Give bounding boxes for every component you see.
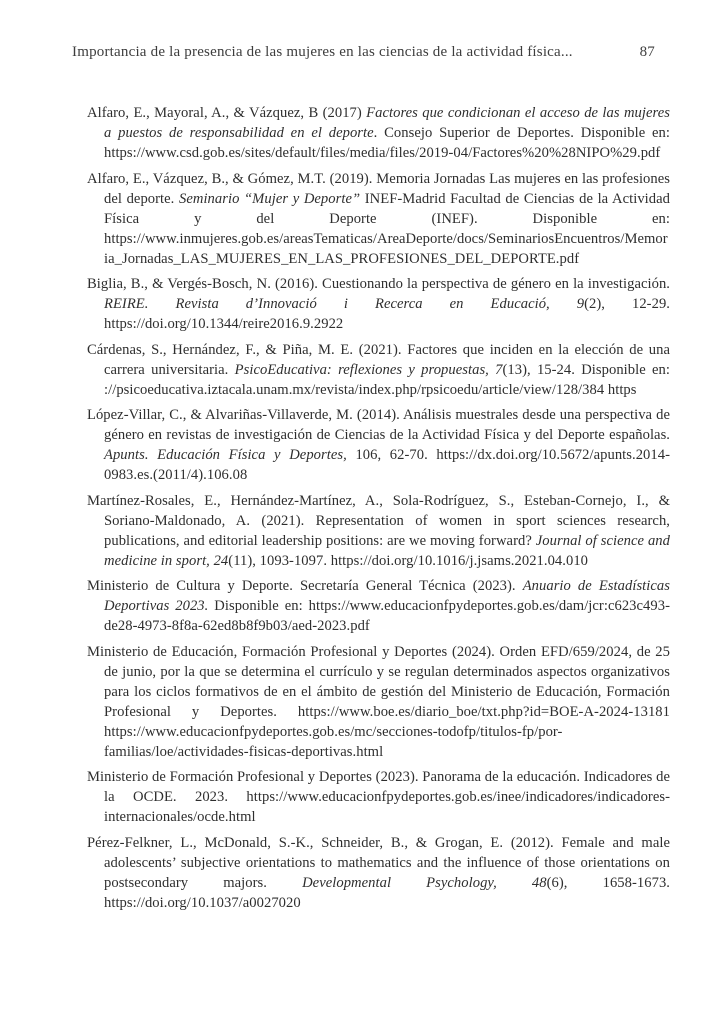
- reference-7: Ministerio de Cultura y Deporte. Secretaría General Técnica (2023). Anuario de Estadísticas Deportivas 2023. Disponible en: https://www.educacionfpydeportes.gob.es/dam/jcr:c623c493-de28-4973-8f8a-62ed8b8f9b03/aed-2023.pdf: [87, 578, 670, 634]
- page-number: 87: [639, 44, 655, 60]
- running-header: [72, 44, 655, 61]
- running-title: Importancia de la presencia de las mujeres en las ciencias de la actividad física...: [72, 44, 573, 60]
- reference-10: Pérez-Felkner, L., McDonald, S.-K., Schneider, B., & Grogan, E. (2012). Female and male adolescents’ subjective orientations to mathematics and the influence of those orientations on postsecondary majors. Developmental Psychology, 48(6), 1658-1673. https://doi.org/10.1037/a0027020: [87, 834, 670, 911]
- reference-6: Martínez-Rosales, E., Hernández-Martínez, A., Sola-Rodríguez, S., Esteban-Cornejo, I., & Soriano-Maldonado, A. (2021). Representation of women in sport sciences research, publications, and editorial leadership positions: are we moving forward? Journal of science and medicine in sport, 24(11), 1093-1097. https://doi.org/10.1016/j.jsams.2021.04.010: [87, 492, 670, 569]
- references-list: [87, 103, 670, 913]
- reference-8: Ministerio de Educación, Formación Profesional y Deportes (2024). Orden EFD/659/2024, de 25 de junio, por la que se determina el currículo y se regulan determinados aspectos organizativos para los ciclos formativos de en el ámbito de gestión del Ministerio de Educación, Formación Profesional y Deportes. https://www.boe.es/diario_boe/txt.php?id=BOE-A-2024-13181 https://www.educacionfpydeportes.gob.es/mc/secciones-todofp/titulos-fp/por-familias/loe/actividades-fisicas-deportivas.html: [87, 643, 670, 760]
- reference-5: López-Villar, C., & Alvariñas-Villaverde, M. (2014). Análisis muestrales desde una perspectiva de género en revistas de investigación de Ciencias de la Actividad Física y del Deporte españolas. Apunts. Educación Física y Deportes, 106, 62-70. https://dx.doi.org/10.5672/apunts.2014-0983.es.(2011/4).106.08: [87, 407, 670, 483]
- reference-2: Alfaro, E., Vázquez, B., & Gómez, M.T. (2019). Memoria Jornadas Las mujeres en las profesiones del deporte. Seminario “Mujer y Deporte” INEF-Madrid Facultad de Ciencias de la Actividad Física y del Deporte (INEF). Disponible en: https://www.inmujeres.gob.es/areasTematicas/AreaDeporte/docs/SeminariosEncuentros/Memoria_Jornadas_LAS_MUJERES_EN_LAS_PROFESIONES_DEL_DEPORTE.pdf: [87, 170, 670, 267]
- reference-3: Biglia, B., & Vergés-Bosch, N. (2016). Cuestionando la perspectiva de género en la investigación. REIRE. Revista d’Innovació i Recerca en Educació, 9(2), 12-29. https://doi.org/10.1344/reire2016.9.2922: [87, 276, 670, 332]
- reference-1: Alfaro, E., Mayoral, A., & Vázquez, B (2017) Factores que condicionan el acceso de las mujeres a puestos de responsabilidad en el deporte. Consejo Superior de Deportes. Disponible en: https://www.csd.gob.es/sites/default/files/media/files/2019-04/Factores%20%28NIPO%29.pdf: [87, 105, 670, 161]
- reference-9: Ministerio de Formación Profesional y Deportes (2023). Panorama de la educación. Indicadores de la OCDE. 2023. https://www.educacionfpydeportes.gob.es/inee/indicadores/indicadores-internacionales/ocde.html: [87, 769, 670, 825]
- reference-4: Cárdenas, S., Hernández, F., & Piña, M. E. (2021). Factores que inciden en la elección de una carrera universitaria. PsicoEducativa: reflexiones y propuestas, 7(13), 15-24. Disponible en: ://psicoeducativa.iztacala.unam.mx/revista/index.php/rpsicoedu/article/view/128/384 https: [87, 341, 670, 398]
